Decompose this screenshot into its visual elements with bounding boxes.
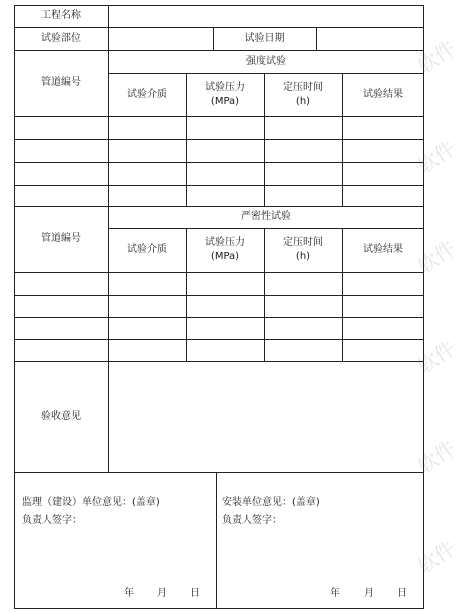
watermark: 软件 <box>413 35 460 79</box>
watermark: 软件 <box>413 135 460 179</box>
medium-label: 试验介质 <box>127 244 167 255</box>
hold-time-header <box>264 228 342 272</box>
supervisor-month: 月 <box>157 588 167 599</box>
installer-opinion: 安装单位意见：(盖章) <box>222 497 320 508</box>
supervisor-year: 年 <box>124 588 134 599</box>
supervisor-sign: 负责人签字： <box>22 515 82 526</box>
pressure-label: 试验压力 <box>205 237 245 248</box>
pipe-no-label: 管道编号 <box>41 77 81 88</box>
watermark: 软件 <box>413 335 460 379</box>
project-name-label: 工程名称 <box>41 10 81 21</box>
hold-time-unit: (h) <box>295 95 311 107</box>
installer-sign: 负责人签字： <box>222 515 282 526</box>
installer-day: 日 <box>397 588 407 599</box>
installer-year: 年 <box>330 588 340 599</box>
tightness-test-title: 严密性试验 <box>241 211 291 222</box>
result-label: 试验结果 <box>363 244 403 255</box>
pressure-header <box>186 228 264 272</box>
watermark: 软件 <box>413 235 460 279</box>
medium-label: 试验介质 <box>127 88 167 100</box>
installer-month: 月 <box>364 588 374 599</box>
hold-time-label: 定压时间 <box>283 81 323 93</box>
pressure-unit: (MPa) <box>210 251 240 262</box>
pressure-unit: (MPa) <box>210 95 240 107</box>
watermark: 软件 <box>413 535 460 579</box>
hold-time-label: 定压时间 <box>283 237 323 248</box>
test-part-label: 试验部位 <box>41 32 81 44</box>
supervisor-opinion: 监理（建设）单位意见：(盖章) <box>22 497 160 508</box>
result-label: 试验结果 <box>363 88 403 100</box>
test-date-label: 试验日期 <box>244 32 285 44</box>
supervisor-day: 日 <box>190 588 200 599</box>
pipe-no-label: 管道编号 <box>41 233 81 244</box>
hold-time-header <box>264 73 342 116</box>
acceptance-label: 验收意见 <box>41 410 81 422</box>
strength-test-title: 强度试验 <box>246 55 286 67</box>
hold-time-unit: (h) <box>295 251 311 262</box>
pressure-header <box>186 73 264 116</box>
pressure-label: 试验压力 <box>205 81 245 93</box>
watermark: 软件 <box>413 435 460 479</box>
